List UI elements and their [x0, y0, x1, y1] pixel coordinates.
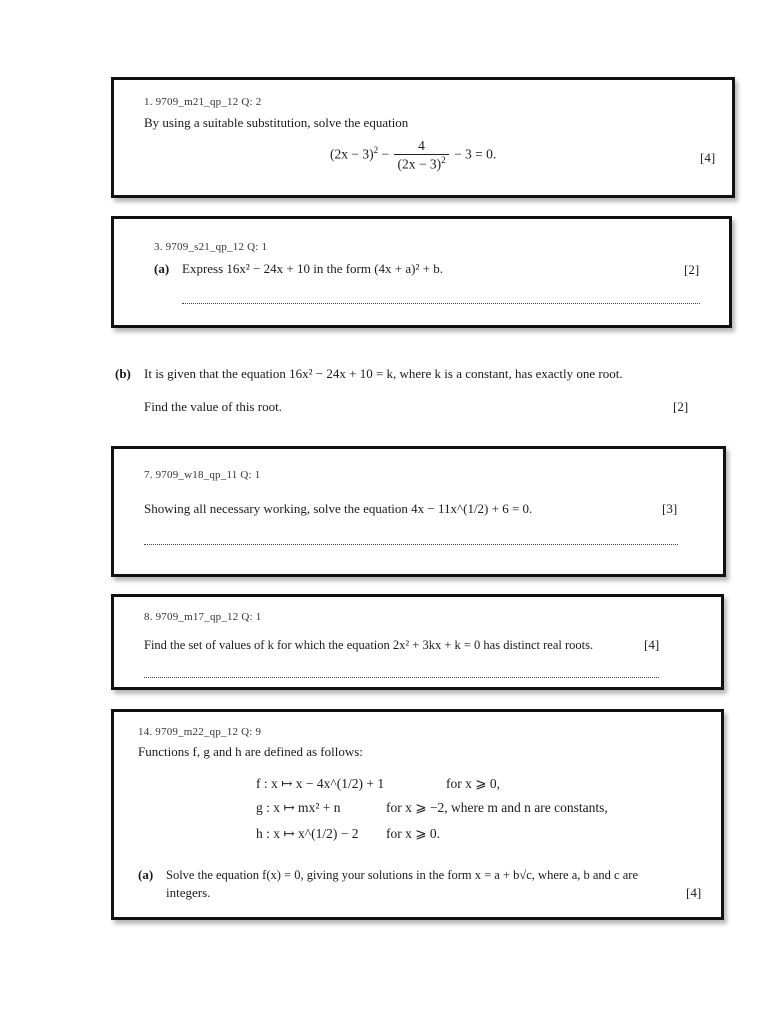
- question-box-3: [111, 216, 732, 328]
- function-g-definition: [256, 800, 608, 816]
- question-box-1: [111, 77, 735, 198]
- answer-line: [182, 303, 700, 304]
- question-text: Find the set of values of k for which the equation 2x² + 3kx + k = 0 has distinct real roots.: [144, 638, 594, 652]
- function-f-condition: for x ⩾ 0,: [446, 776, 501, 791]
- question-reference: 3. 9709_s21_qp_12 Q: 1: [154, 241, 268, 253]
- equation-fraction: $\frac{4}{(2x - 3)^2}$: [394, 138, 448, 173]
- question-intro: Functions f, g and h are defined as follows:: [138, 744, 363, 759]
- marks-label: [3]: [662, 501, 678, 516]
- fraction-denominator: (2x − 3): [397, 156, 442, 172]
- part-b-text: It is given that the equation 16x² − 24x + 10 = k, where k is a constant, has exactly one root.: [144, 366, 623, 381]
- question-reference: 14. 9709_m22_qp_12 Q: 9: [138, 726, 262, 738]
- function-f-definition: [256, 776, 501, 792]
- question-reference: 8. 9709_m17_qp_12 Q: 1: [144, 611, 262, 623]
- function-f-mapping: f : x ↦ x − 4x^(1/2) + 1: [256, 776, 385, 791]
- question-text: By using a suitable substitution, solve the equation: [144, 115, 409, 130]
- part-a-label: (a): [138, 867, 154, 882]
- equation-left-term: (2x − 3): [330, 146, 374, 162]
- function-h-mapping: h : x ↦ x^(1/2) − 2: [256, 826, 359, 841]
- part-a-marks: [2]: [684, 262, 700, 277]
- function-h-definition: [256, 826, 441, 842]
- question-box-14: [111, 709, 724, 920]
- fraction-numerator: 4: [418, 138, 425, 153]
- question-reference: 1. 9709_m21_qp_12 Q: 2: [144, 96, 262, 108]
- question-equation: $(2x - 3)^2$ − $\frac{4}{(2x - 3)^2}$ − 3 = 0.: [330, 138, 497, 172]
- answer-line: [144, 544, 678, 545]
- marks-label: [4]: [700, 150, 716, 165]
- part-a-text: Express 16x² − 24x + 10 in the form (4x + a)² + b.: [182, 261, 443, 276]
- answer-line: [144, 677, 659, 678]
- question-box-7: [111, 446, 726, 577]
- part-b-text-2: Find the value of this root.: [144, 399, 282, 414]
- part-b-label: (b): [115, 366, 131, 381]
- function-g-condition: for x ⩾ −2, where m and n are constants,: [386, 800, 608, 815]
- equation-right-term: − 3 = 0.: [453, 146, 497, 162]
- part-a-label: (a): [154, 261, 170, 276]
- question-text: Showing all necessary working, solve the equation 4x − 11x^(1/2) + 6 = 0.: [144, 501, 533, 516]
- part-a-text: Solve the equation f(x) = 0, giving your solutions in the form x = a + b√c, where a, b and c are: [166, 868, 638, 882]
- question-reference: 7. 9709_w18_qp_11 Q: 1: [144, 469, 261, 481]
- marks-label: [4]: [644, 637, 660, 652]
- function-g-mapping: g : x ↦ mx² + n: [256, 800, 341, 815]
- part-b-marks: [2]: [673, 399, 689, 414]
- function-h-condition: for x ⩾ 0.: [386, 826, 441, 841]
- question-box-8: [111, 594, 724, 690]
- part-a-marks: [4]: [686, 885, 702, 900]
- part-a-text-2: integers.: [166, 885, 211, 900]
